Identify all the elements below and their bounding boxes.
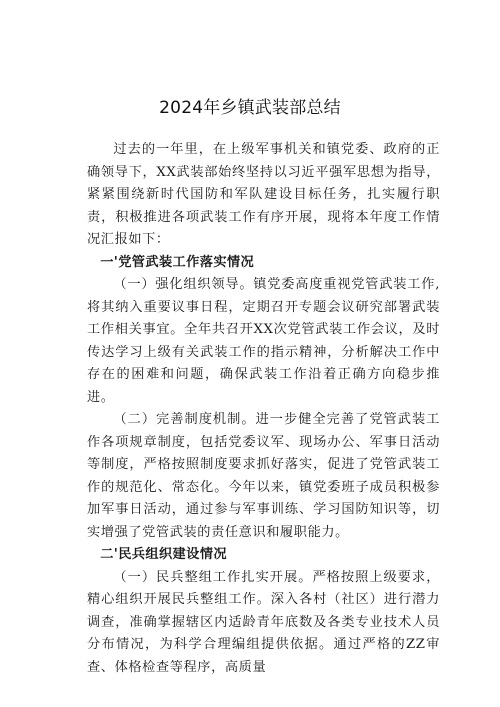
section1-paragraph-1: （一）强化组织领导。镇党委高度重视党管武装工作,将其纳入重要议事日程，定期召开专题会议研究部署武装工作相关事宜。全年共召开XX次党管武装工作会议，及时传达学习上级有关武装工作的指示精神，分析解决工作中存在的困难和问题，确保武装工作沿着正确方向稳步推进。 (87, 277, 440, 405)
section-heading-1: 一'党管武装工作落实情况 (100, 254, 255, 270)
section1-paragraph-2: （二）完善制度机制。进一步健全完善了党管武装工作各项规章制度，包括党委议军、现场办公、军事日活动等制度，严格按照制度要求抓好落实，促进了党管武装工作的规范化、常态化。今年以来，镇党委班子成员积极参加军事日活动，通过参与军事训练、学习国防知识等，切实增强了党管武装的责任意识和履职能力。 (87, 412, 440, 540)
document-title: 2024年乡镇武装部总结 (159, 98, 341, 118)
intro-paragraph: 过去的一年里，在上级军事机关和镇党委、政府的正确领导下，XX武装部始终坚持以习近平强军思想为指导，紧紧围绕新时代国防和军队建设目标任务，扎实履行职责，积极推进各项武装工作有序开展，现将本年度工作情况汇报如下： (87, 142, 440, 247)
section2-paragraph-1: （一）民兵整组工作扎实开展。严格按照上级要求，精心组织开展民兵整组工作。深入各村（社区）进行潜力调查，准确掌握辖区内适龄青年底数及各类专业技术人员分布情况，为科学合理编组提供依据。通过严格的ZZ审查、体格检查等程序，高质量 (87, 569, 440, 675)
section-heading-2: 二'民兵组织建设情况 (100, 547, 227, 562)
document-body (87, 139, 440, 679)
